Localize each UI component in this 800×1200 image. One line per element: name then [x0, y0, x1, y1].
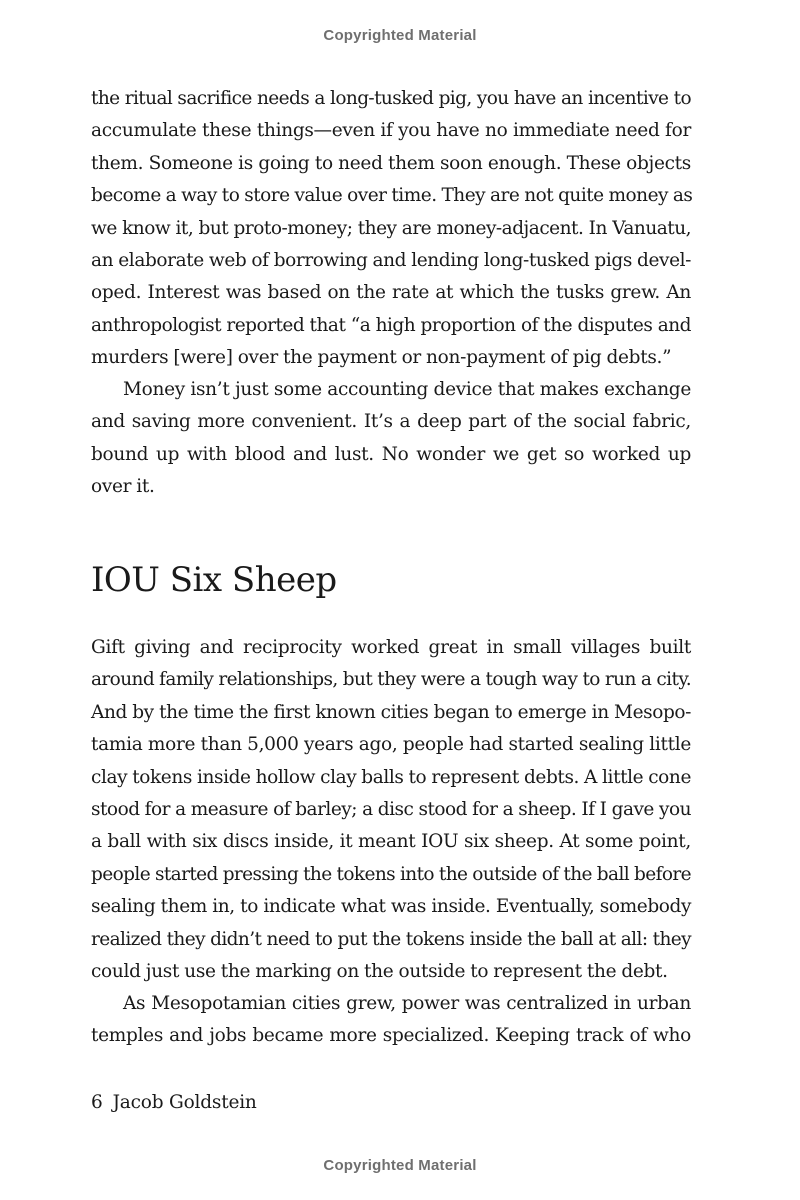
page-number: 6 [91, 1092, 103, 1113]
text-line: And by the time the first known cities began to emerge in Mesopo- [91, 701, 691, 723]
paragraph-money-social-fabric [91, 374, 691, 504]
text-line: a ball with six discs inside, it meant IOU six sheep. At some point, [91, 831, 691, 853]
text-line: accumulate these things—even if you have no immediate need for [91, 120, 691, 142]
text-line: them. Someone is going to need them soon enough. These objects [91, 152, 691, 174]
text-line: tamia more than 5,000 years ago, people had started sealing little [91, 734, 691, 756]
text-line: an elaborate web of borrowing and lending long-tusked pigs devel- [91, 249, 691, 271]
section-heading: IOU Six Sheep [91, 560, 337, 600]
paragraph-mesopotamian-cities [91, 988, 691, 1053]
text-line: become a way to store value over time. They are not quite money as [91, 185, 693, 207]
text-line: around family relationships, but they were a tough way to run a city. [91, 669, 691, 691]
page-footer [91, 1092, 257, 1113]
running-author: Jacob Goldstein [112, 1092, 257, 1113]
text-line: could just use the marking on the outside to represent the debt. [91, 960, 668, 982]
text-line: As Mesopotamian cities grew, power was centralized in urban [123, 993, 691, 1014]
text-line: people started pressing the tokens into the outside of the ball before [91, 863, 691, 885]
text-line: murders [were] over the payment or non-payment of pig debts.” [91, 347, 672, 369]
text-line: oped. Interest was based on the rate at which the tusks grew. An [91, 282, 691, 304]
text-line: the ritual sacrifice needs a long-tusked pig, you have an incentive to [91, 88, 691, 109]
copyright-watermark-bottom: Copyrighted Material [323, 1157, 477, 1174]
paragraph-pig-debts [91, 83, 691, 375]
text-line: over it. [91, 476, 155, 498]
copyright-watermark-top: Copyrighted Material [323, 27, 477, 44]
text-line: temples and jobs became more specialized. Keeping track of who [91, 1025, 691, 1047]
text-line: we know it, but proto-money; they are money-adjacent. In Vanuatu, [91, 217, 691, 239]
text-line: stood for a measure of barley; a disc stood for a sheep. If I gave you [91, 798, 691, 820]
text-line: Money isn’t just some accounting device that makes exchange [123, 379, 691, 400]
text-line: anthropologist reported that “a high proportion of the disputes and [91, 314, 691, 336]
text-line: clay tokens inside hollow clay balls to represent debts. A little cone [91, 766, 691, 788]
text-line: bound up with blood and lust. No wonder we get so worked up [91, 443, 691, 465]
text-line: sealing them in, to indicate what was inside. Eventually, somebody [91, 896, 691, 918]
text-line: and saving more convenient. It’s a deep part of the social fabric, [91, 411, 691, 433]
paragraph-clay-tokens [91, 632, 691, 988]
text-line: realized they didn’t need to put the tokens inside the ball at all: they [91, 928, 691, 950]
text-line: Gift giving and reciprocity worked great in small villages built [91, 637, 691, 658]
